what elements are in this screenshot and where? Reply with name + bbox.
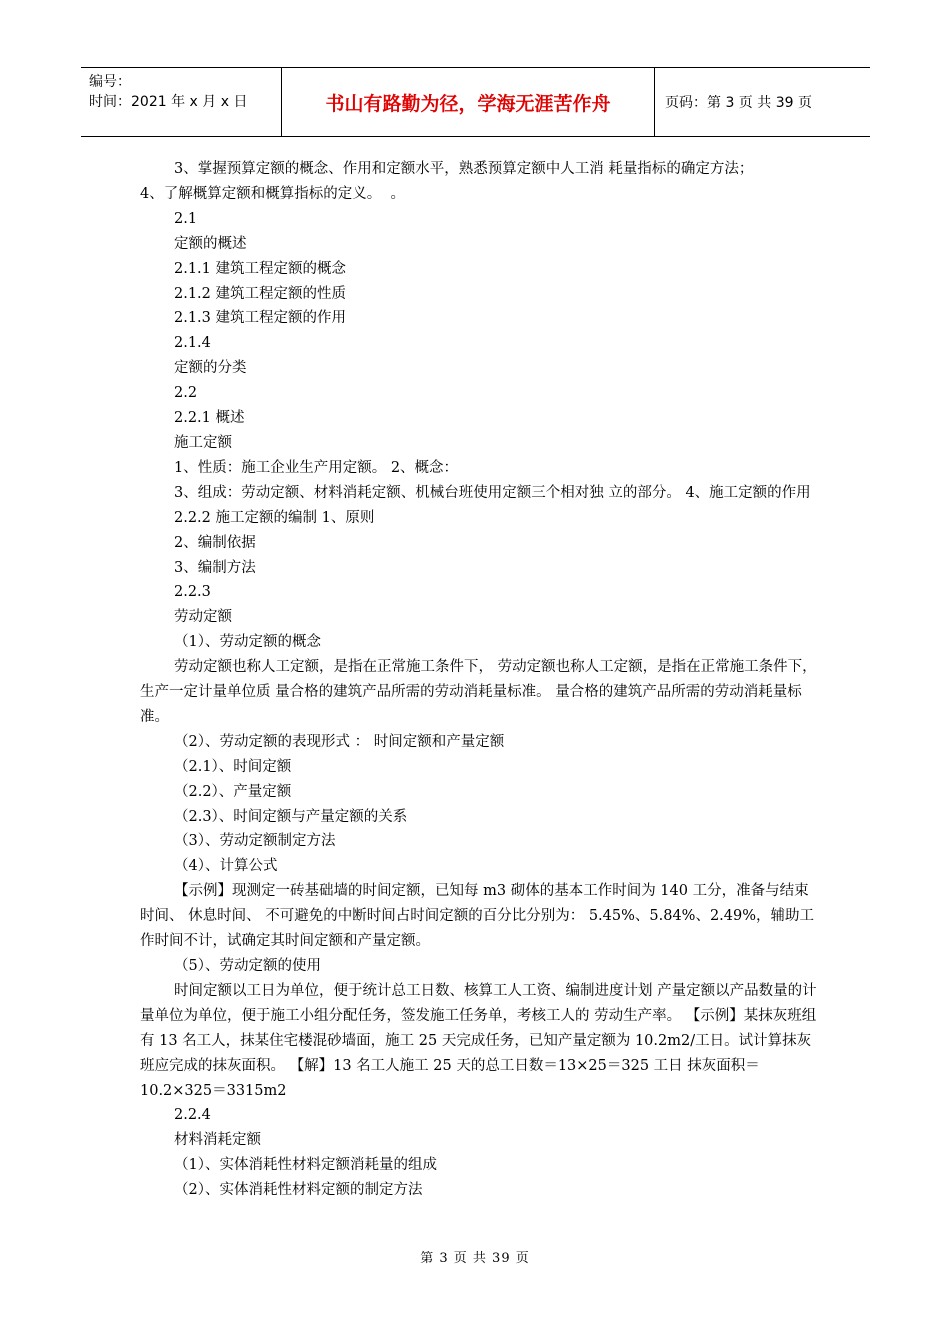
body-paragraph: 2.2: [174, 385, 198, 402]
body-paragraph: （5）、劳动定额的使用: [174, 958, 321, 974]
body-paragraph: 2.1.2 建筑工程定额的性质: [174, 285, 347, 302]
page-footer: 第 3 页 共 39 页: [420, 1251, 530, 1266]
document-number-label: 编号：: [89, 74, 131, 90]
body-paragraph: （1）、实体消耗性材料定额消耗量的组成: [174, 1157, 437, 1174]
body-paragraph: 2.2.3: [174, 584, 211, 601]
body-paragraph: （4）、计算公式: [174, 858, 278, 875]
body-paragraph: （3）、劳动定额制定方法: [174, 833, 336, 850]
body-paragraph: 定额的概述: [174, 235, 247, 252]
header-page-number: 页码：第 3 页 共 39 页: [665, 95, 812, 111]
body-paragraph: 1、性质：施工企业生产用定额。 2、概念：: [174, 459, 459, 476]
header-motto: 书山有路勤为径，学海无涯苦作舟: [325, 92, 611, 115]
body-paragraph: （2.3）、时间定额与产量定额的关系: [174, 808, 408, 825]
body-paragraph: 劳动定额: [174, 609, 232, 626]
body-paragraph: 定额的分类: [174, 360, 247, 377]
body-paragraph: 2.1: [174, 210, 198, 227]
header-meta: [81, 68, 282, 136]
body-paragraph: 【示例】现测定一砖基础墙的时间定额，已知每 m3 砌体的基本工作时间为 140 工分，准备与结束时间、 休息时间、 不可避免的中断时间占时间定额的百分比分别为： 5.45%、5.84%、2.49%，辅助工作时间不计，试确定其时间定额和产量定额。: [140, 883, 815, 950]
document-date: 时间：2021 年 x 月 x 日: [89, 94, 248, 110]
body-paragraph: （2.2）、产量定额: [174, 783, 292, 800]
body-paragraph: 3、掌握预算定额的概念、作用和定额水平，熟悉预算定额中人工消 耗量指标的确定方法；: [174, 161, 754, 177]
body-paragraph: （2）、劳动定额的表现形式 ： 时间定额和产量定额: [174, 733, 505, 750]
body-paragraph: 4、了解概算定额和概算指标的定义。 。: [140, 185, 405, 202]
header-motto-cell: [282, 68, 655, 136]
body-paragraph: 2.1.4: [174, 335, 211, 352]
body-paragraph: 3、组成：劳动定额、材料消耗定额、机械台班使用定额三个相对独 立的部分。 4、施工定额的作用: [174, 484, 811, 501]
body-paragraph: 2.2.2 施工定额的编制 1、原则: [174, 509, 375, 526]
body-paragraph: 劳动定额也称人工定额，是指在正常施工条件下， 劳动定额也称人工定额，是指在正常施工条件下，生产一定计量单位质 量合格的建筑产品所需的劳动消耗量标准。 量合格的建筑产品所需的劳动消耗量标准。: [140, 659, 817, 725]
document-body: [140, 157, 820, 1203]
body-paragraph: （2.1）、时间定额: [174, 758, 292, 775]
body-paragraph: 2.1.1 建筑工程定额的概念: [174, 260, 347, 277]
body-paragraph: 施工定额: [174, 434, 232, 451]
body-paragraph: 3、编制方法: [174, 559, 256, 576]
body-paragraph: 材料消耗定额: [174, 1132, 261, 1149]
body-paragraph: 2.2.4: [174, 1107, 211, 1124]
body-paragraph: （2）、实体消耗性材料定额的制定方法: [174, 1182, 423, 1199]
body-paragraph: 时间定额以工日为单位，便于统计总工日数、核算工人工资、编制进度计划 产量定额以产品数量的计量单位为单位，便于施工小组分配任务，签发施工任务单，考核工人的 劳动生产率。 【示例】某抹灰班组有 13 名工人，抹某住宅楼混砂墙面，施工 25 天完成任务，已知产量定额为 10.2m2/工日。试计算抹灰班应完成的抹灰面积。 【解】13 名工人施工 25 天的总工日数＝13×25＝325 工日 抹灰面积＝10.2×325＝3315m2: [140, 982, 817, 1099]
body-paragraph: 2、编制依据: [174, 534, 256, 551]
body-paragraph: 2.1.3 建筑工程定额的作用: [174, 310, 347, 327]
body-paragraph: 2.2.1 概述: [174, 410, 245, 427]
page-header: [81, 67, 870, 137]
body-paragraph: （1）、劳动定额的概念: [174, 634, 321, 651]
